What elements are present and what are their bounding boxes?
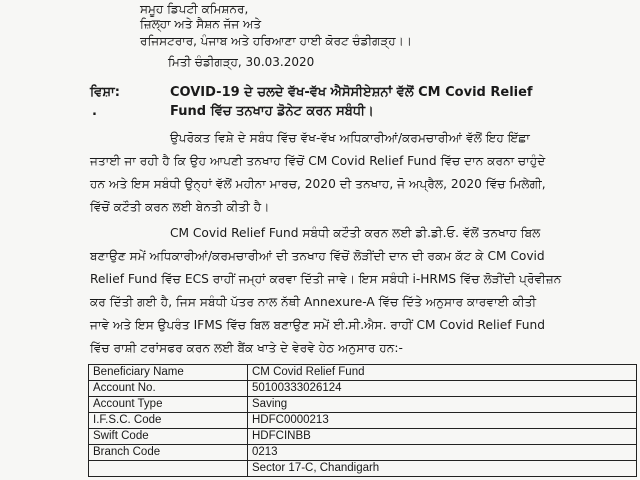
table-row bbox=[89, 397, 637, 413]
paragraph-1 bbox=[90, 127, 635, 219]
paragraph-2 bbox=[90, 222, 635, 360]
paragraph-1-line: ਉਪਰੋਕਤ ਵਿਸ਼ੇ ਦੇ ਸਬੰਧ ਵਿੱਚ ਵੱਖ-ਵੱਖ ਅਧਿਕਾਰੀਆਂ/ਕਰਮਚਾਰੀਆਂ ਵੱਲੋਂ ਇਹ ਇੱਛਾ bbox=[170, 131, 530, 145]
paragraph-2-line: ਕਰ ਦਿੱਤੀ ਗਈ ਹੈ, ਜਿਸ ਸਬੰਧੀ ਪੱਤਰ ਨਾਲ ਨੱਥੀ Annexure-A ਵਿੱਚ ਦਿੱਤੇ ਅਨੁਸਾਰ ਕਾਰਵਾਈ ਕੀਤੀ bbox=[90, 295, 537, 309]
table-row bbox=[89, 445, 637, 461]
paragraph-2-line: ਵਿੱਚ ਰਾਸ਼ੀ ਟਰਾਂਸਫਰ ਕਰਨ ਲਈ ਬੈਂਕ ਖਾਤੇ ਦੇ ਵੇਰਵੇ ਹੇਠ ਅਨੁਸਾਰ ਹਨ:- bbox=[90, 341, 403, 355]
paragraph-2-line: Relief Fund ਵਿੱਚ ECS ਰਾਹੀਂ ਜਮ੍ਹਾਂ ਕਰਵਾ ਦਿੱਤੀ ਜਾਵੇ। ਇਸ ਸਬੰਧੀ i-HRMS ਵਿੱਚ ਲੋੜੀਂਦੀ ਪ੍ਰੋਵੀਜ਼ਨ bbox=[90, 272, 562, 286]
table-row bbox=[89, 365, 637, 381]
paragraph-2-line: ਬਣਾਉਣ ਸਮੇਂ ਅਧਿਕਾਰੀਆਂ/ਕਰਮਚਾਰੀਆਂ ਦੀ ਤਨਖਾਹ ਵਿੱਚੋਂ ਲੋੜੀਂਦੀ ਦਾਨ ਦੀ ਰਕਮ ਕੱਟ ਕੇ CM Covid bbox=[90, 249, 545, 263]
table-row bbox=[89, 429, 637, 445]
row-label: Beneficiary Name bbox=[89, 365, 248, 381]
subject-line-2: Fund ਵਿੱਚ ਤਨਖਾਹ ਡੋਨੇਟ ਕਰਨ ਸਬੰਧੀ। bbox=[170, 104, 374, 119]
paragraph-2-line: CM Covid Relief Fund ਸਬੰਧੀ ਕਟੌਤੀ ਕਰਨ ਲਈ ਡੀ.ਡੀ.ਓ. ਵੱਲੋਂ ਤਨਖਾਹ ਬਿਲ bbox=[170, 226, 541, 240]
address-line-2: ਜ਼ਿਲ੍ਹਾ ਅਤੇ ਸੈਸ਼ਨ ਜੱਜ ਅਤੇ bbox=[140, 17, 262, 31]
row-label: I.F.S.C. Code bbox=[89, 413, 248, 429]
row-value: 0213 bbox=[248, 445, 637, 461]
row-value: HDFC0000213 bbox=[248, 413, 637, 429]
table-row bbox=[89, 413, 637, 429]
row-value: HDFCINBB bbox=[248, 429, 637, 445]
row-label: Swift Code bbox=[89, 429, 248, 445]
paragraph-1-line: ਹਨ ਅਤੇ ਇਸ ਸਬੰਧੀ ਉਨ੍ਹਾਂ ਵੱਲੋਂ ਮਹੀਨਾ ਮਾਰਚ, 2020 ਦੀ ਤਨਖਾਹ, ਜੋ ਅਪ੍ਰੈਲ, 2020 ਵਿੱਚ ਮਿਲੇਗੀ, bbox=[90, 177, 546, 191]
paragraph-1-line: ਜਤਾਈ ਜਾ ਰਹੀ ਹੈ ਕਿ ਉਹ ਆਪਣੀ ਤਨਖਾਹ ਵਿੱਚੋਂ CM Covid Relief Fund ਵਿੱਚ ਦਾਨ ਕਰਨਾ ਚਾਹੁੰਦੇ bbox=[90, 154, 546, 168]
row-value: Sector 17-C, Chandigarh bbox=[248, 461, 637, 477]
address-line-3: ਰਜਿਸਟਰਾਰ, ਪੰਜਾਬ ਅਤੇ ਹਰਿਆਣਾ ਹਾਈ ਕੋਰਟ ਚੰਡੀਗੜ੍ਹ।। bbox=[140, 34, 412, 48]
paragraph-2-line: ਜਾਵੇ ਅਤੇ ਇਸ ਉਪਰੰਤ IFMS ਵਿੱਚ ਬਿਲ ਬਣਾਉਣ ਸਮੇਂ ਈ.ਸੀ.ਐਸ. ਰਾਹੀਂ CM Covid Relief Fund bbox=[90, 318, 545, 332]
letter-date: ਮਿਤੀ ਚੰਡੀਗੜ੍ਹ, 30.03.2020 bbox=[168, 55, 315, 69]
row-value: Saving bbox=[248, 397, 637, 413]
row-label: Account Type bbox=[89, 397, 248, 413]
row-label: Branch Code bbox=[89, 445, 248, 461]
table-row bbox=[89, 381, 637, 397]
paragraph-1-line: ਵਿੱਚੋਂ ਕਟੌਤੀ ਕਰਨ ਲਈ ਬੇਨਤੀ ਕੀਤੀ ਹੈ। bbox=[90, 200, 270, 214]
table-row bbox=[89, 461, 637, 477]
row-label: Account No. bbox=[89, 381, 248, 397]
bank-details-table bbox=[88, 364, 637, 477]
subject-line-1: COVID-19 ਦੇ ਚਲਦੇ ਵੱਖ-ਵੱਖ ਐਸੋਸੀਏਸ਼ਨਾਂ ਵੱਲੋਂ CM Covid Relief bbox=[170, 85, 533, 100]
address-line-1: ਸਮੂਹ ਡਿਪਟੀ ਕਮਿਸ਼ਨਰ, bbox=[140, 2, 249, 16]
subject-label-dot: . bbox=[92, 104, 97, 119]
row-value: CM Covid Relief Fund bbox=[248, 365, 637, 381]
row-value: 50100333026124 bbox=[248, 381, 637, 397]
subject-label: ਵਿਸ਼ਾ: bbox=[90, 85, 120, 100]
row-label bbox=[89, 461, 248, 477]
